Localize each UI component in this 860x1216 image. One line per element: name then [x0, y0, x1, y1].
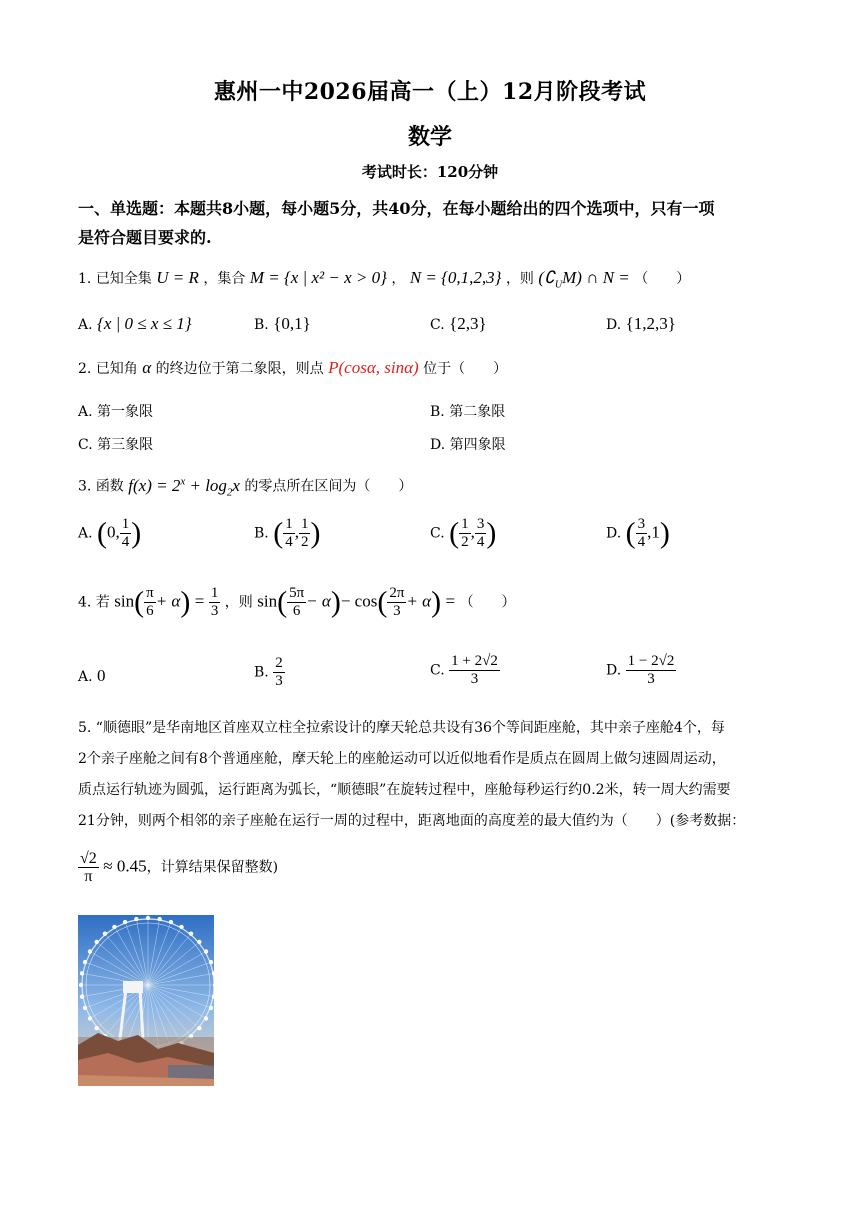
q1-answer-blank: （ ） [634, 271, 691, 287]
q1-comma: ， [391, 271, 406, 287]
q4-option-b: B. $\frac{2}{3}$ [254, 655, 283, 689]
q3-option-b: B. ( $\frac{1}{4}$ , $\frac{1}{2}$ ) [254, 516, 321, 550]
q3-function: $f(x) = 2^x + \log_2x$ [128, 475, 240, 499]
q1-option-b: B. {0,1} [254, 314, 311, 333]
exam-title: 惠州一中2026届高一（上）12月阶段考试 [213, 79, 647, 105]
q5-line-1: 5. “顺德眼”是华南地区首座双立柱全拉索设计的摩天轮总共设有36个等间距座舱，其中亲子座舱4个，每 [78, 720, 725, 736]
q1-text-3: ，则 [505, 271, 534, 287]
subject-title: 数学 [407, 124, 452, 150]
q1-number: 1. [78, 271, 92, 287]
q5-line-3: 质点运行轨迹为圆弧，运行距离为弧长，“顺德眼”在旋转过程中，座舱每秒运行约0.2米，转一周大约需要 [78, 782, 731, 798]
ferris-wheel-photo [78, 915, 214, 1086]
q2-option-a: A. 第一象限 [78, 404, 154, 420]
q5-line-2: 2个亲子座舱之间有8个普通座舱，摩天轮上的座舱运动可以近似地看作是质点在圆周上做匀速圆周运动， [78, 751, 726, 767]
question-1 [78, 268, 788, 295]
q2-point-p: P(cosα, sinα) [328, 358, 419, 377]
section-heading [78, 194, 783, 252]
q4-option-c: C. $\frac{1 + 2√2}{3}$ [430, 653, 498, 687]
section-heading-line2: 是符合题目要求的. [78, 228, 212, 247]
q3-option-a: A. (0, $\frac{1}{4}$ ) [78, 516, 142, 550]
q4-option-d: D. $\frac{1 - 2√2}{3}$ [606, 653, 675, 687]
q1-text-2: ，集合 [203, 271, 246, 287]
q2-option-d: D. 第四象限 [430, 437, 506, 453]
exam-duration: 考试时长：120分钟 [361, 163, 499, 181]
q1-universal-set: U = R [156, 268, 199, 287]
q3-option-c: C. ( $\frac{1}{2}$ , $\frac{3}{4}$ ) [430, 516, 497, 550]
q2-option-b: B. 第二象限 [430, 404, 506, 420]
q2-option-c: C. 第三象限 [78, 437, 154, 453]
question-3: 3. 函数 $f(x) = 2^x + \log_2x$ 的零点所在区间为（ ） [78, 475, 413, 499]
q1-option-c: C. {2,3} [430, 314, 487, 333]
q5-reference-data: $\frac{√2}{\pi}$ ≈ 0.45，计算结果保留整数) [80, 850, 279, 885]
q5-line-4: 21分钟，则两个相邻的亲子座舱在运行一周的过程中，距离地面的高度差的最大值约为（ ）(参考数据： [78, 813, 746, 829]
q4-option-a: A. 0 [78, 666, 106, 685]
q1-set-n: N = {0,1,2,3} [409, 268, 502, 287]
q2-alpha: α [142, 358, 152, 377]
q1-option-a: A. {x | 0 ≤ x ≤ 1} [78, 314, 192, 333]
q1-option-d: D. {1,2,3} [606, 314, 676, 333]
question-2: 2. 已知角 α 的终边位于第二象限，则点 P(cosα, sinα) 位于（ ） [78, 358, 508, 377]
q1-ask-expression: $(∁_UM)$ ∩ N = [538, 268, 630, 291]
question-4: 4. 若 sin( $\frac{\pi}{6}$ + α) = $\frac{1}{3}$ ，则 sin( $\frac{5\pi}{6}$ − α)− cos( $\frac{2\pi}{3}$ + α) = （ ） [78, 585, 516, 619]
q3-option-d: D. ( $\frac{3}{4}$ ,1) [606, 516, 670, 550]
q1-text-1: 已知全集 [95, 271, 152, 287]
ferris-wheel-illustration [78, 915, 214, 1086]
question-5 [78, 713, 790, 837]
q1-set-m: M = {x | x² − x > 0} [249, 268, 387, 287]
section-heading-line1: 一、单选题：本题共8小题，每小题5分，共40分，在每小题给出的四个选项中，只有一项 [78, 199, 715, 218]
